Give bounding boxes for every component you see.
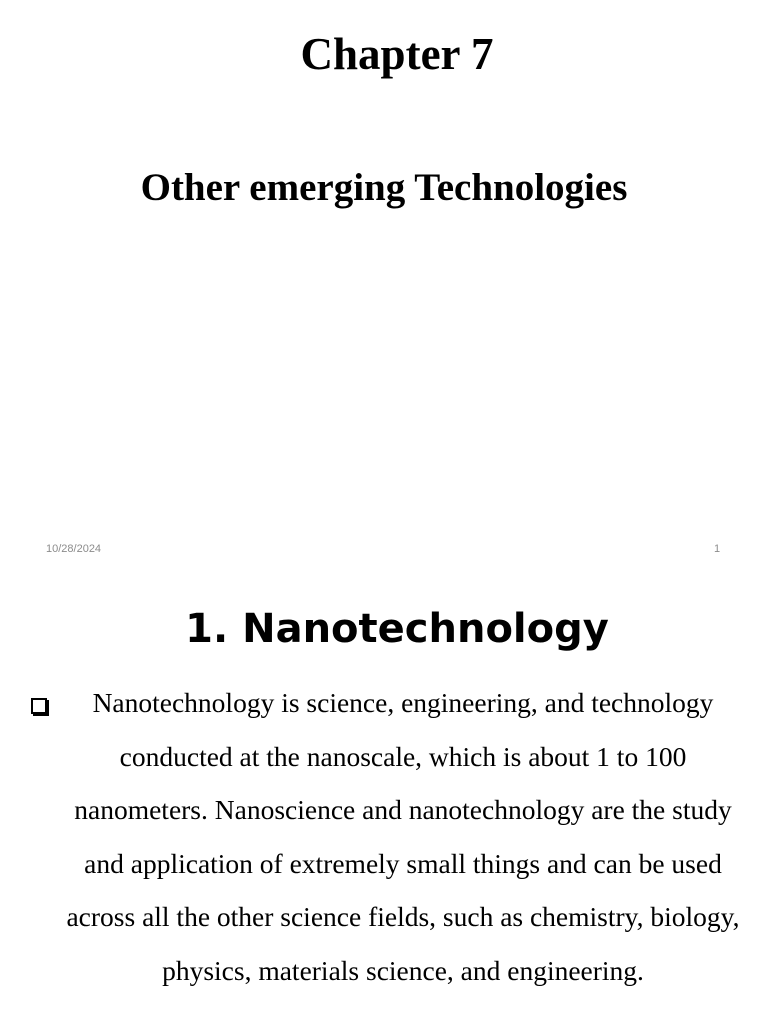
hollow-square-bullet-icon (31, 698, 47, 714)
section-title: 1. Nanotechnology (185, 606, 609, 652)
slide-footer-date: 10/28/2024 (46, 543, 102, 555)
slide-page-number: 1 (714, 543, 721, 555)
slide-2 (0, 576, 768, 1024)
chapter-title: Chapter 7 (300, 29, 494, 79)
bullet-text: Nanotechnology is science, engineering, and technology conducted at the nanoscale, which is about 1 to 100 nanometers. Nanoscience and nanotechnology are the study and application of extremely small things and can be used across all the other science fields, such as chemistry, biology, physics, materials science, and engineering. (66, 687, 740, 986)
chapter-subtitle: Other emerging Technologies (140, 166, 628, 209)
